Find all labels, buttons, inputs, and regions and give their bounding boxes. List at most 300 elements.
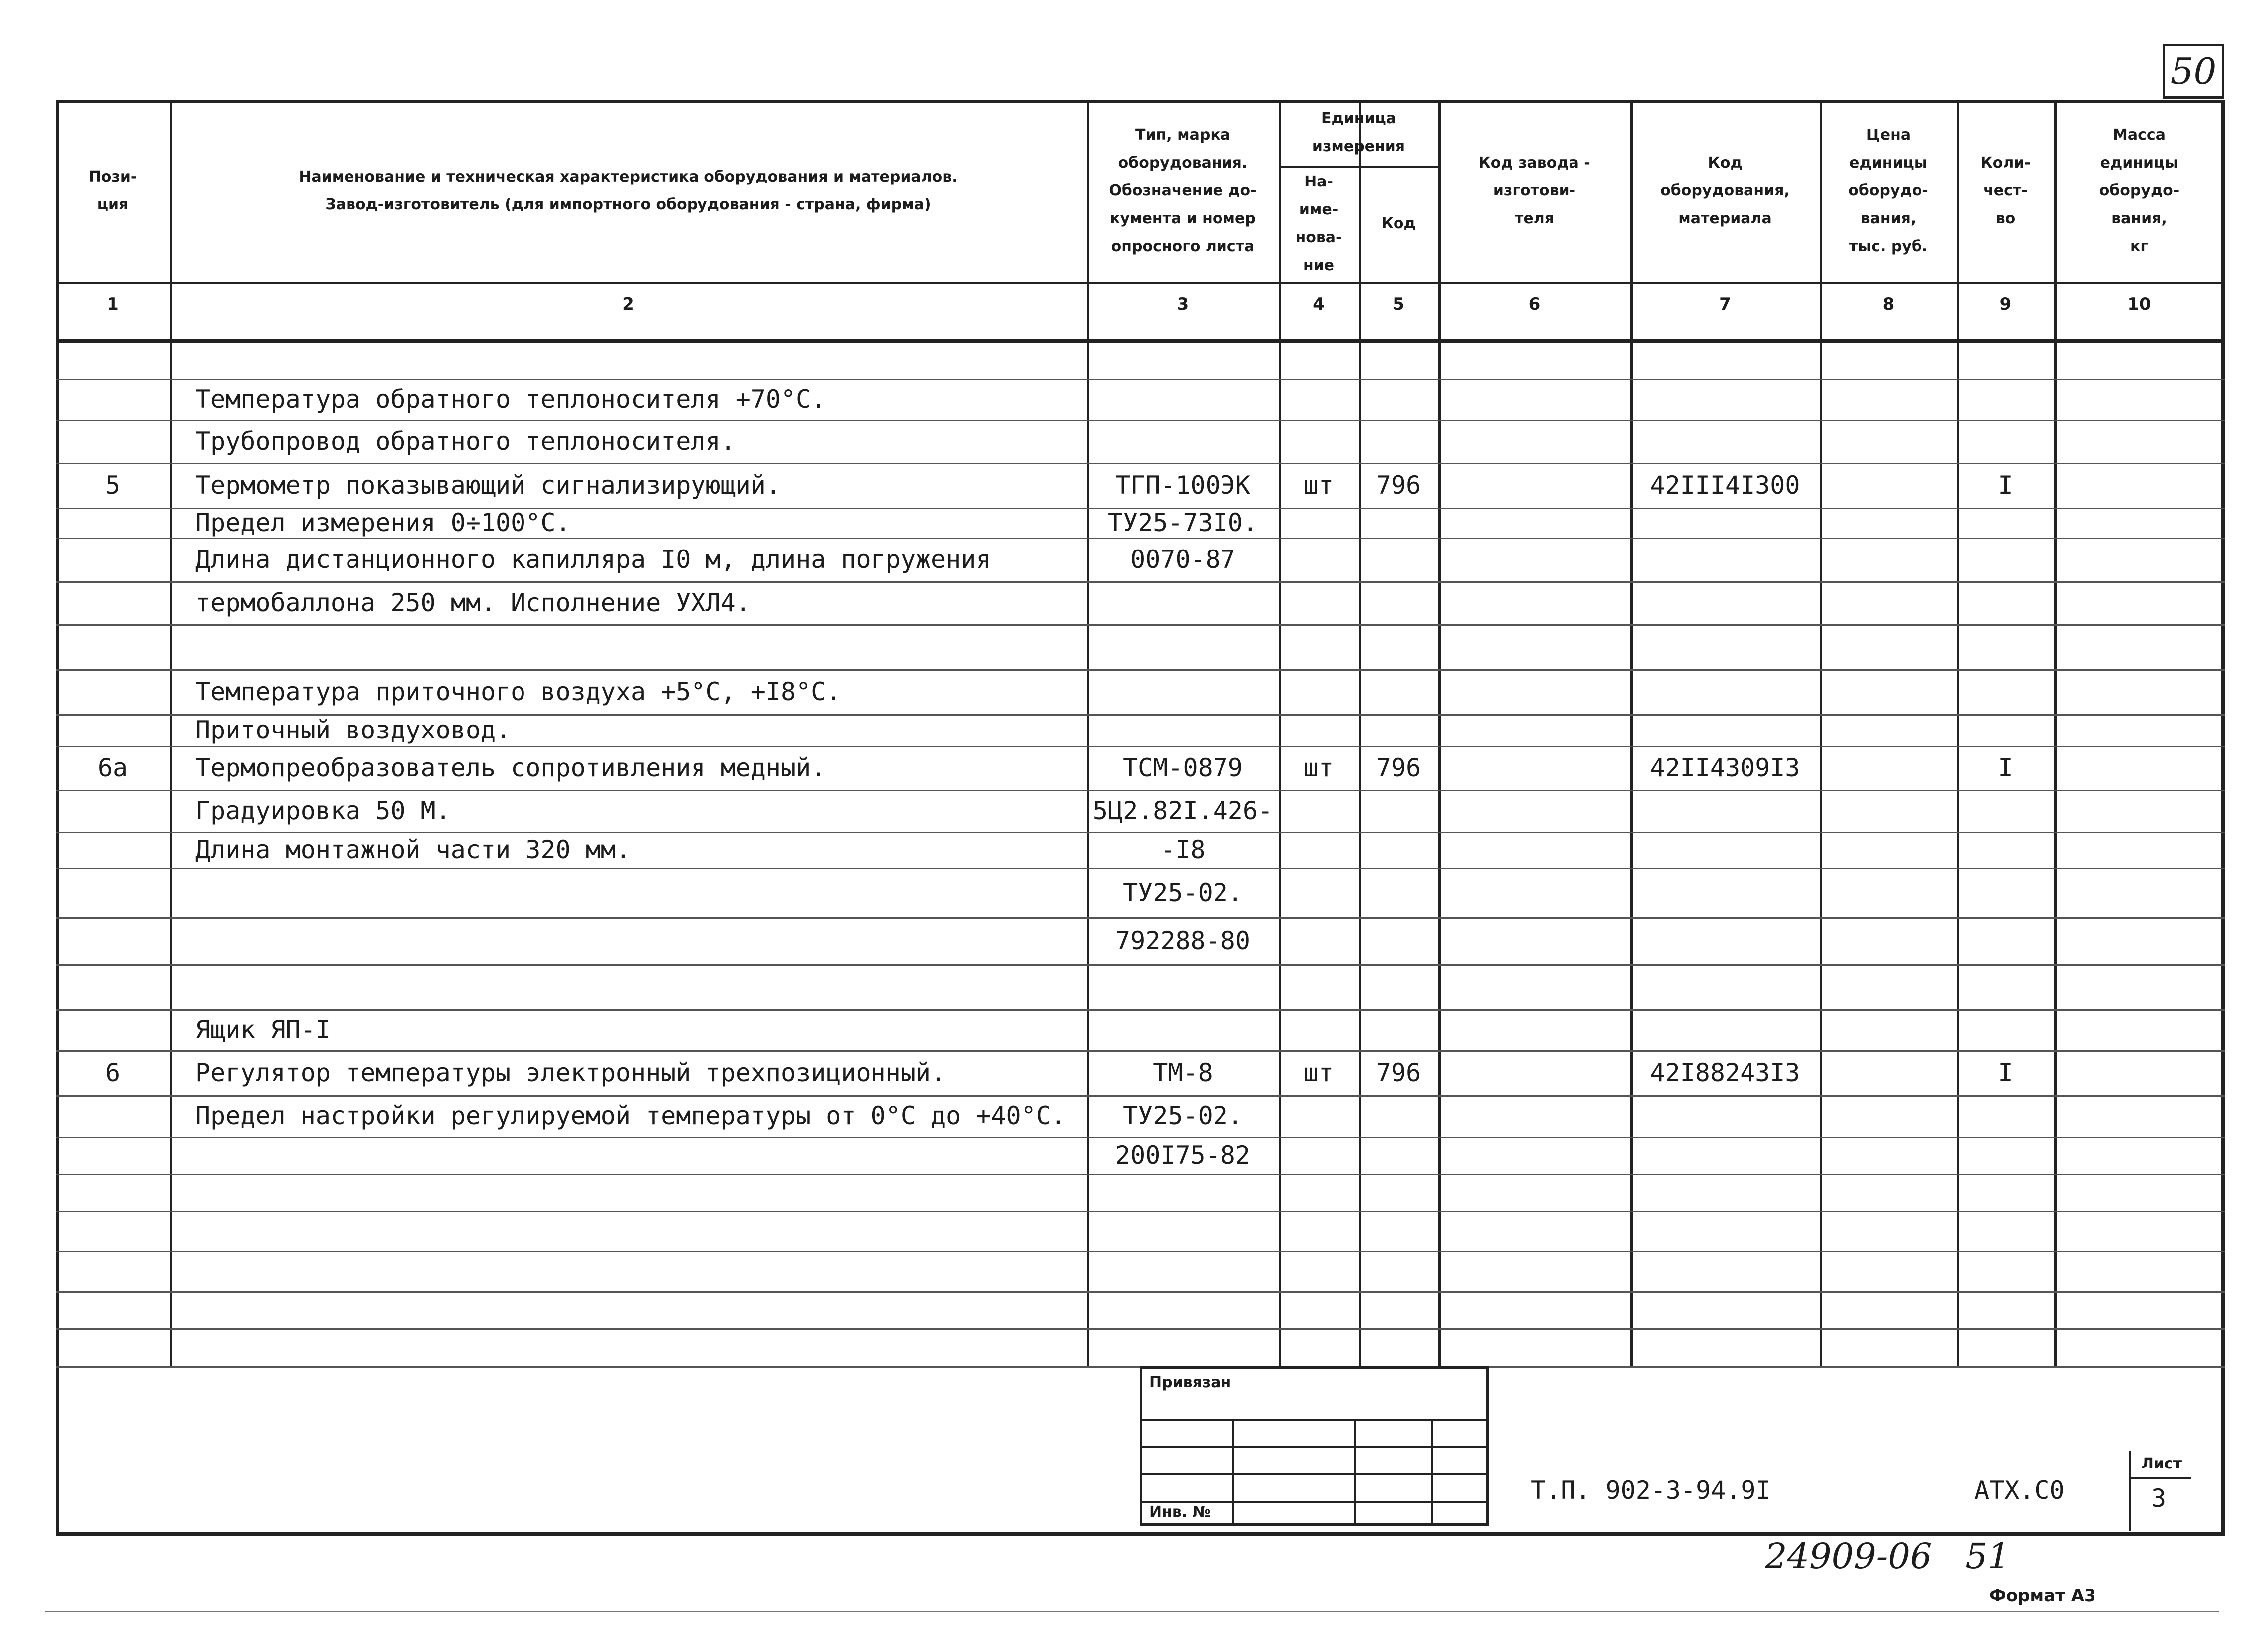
cell-pos bbox=[56, 379, 170, 420]
cell-unit bbox=[1279, 1095, 1359, 1137]
stamp-vline-2 bbox=[1354, 1419, 1356, 1523]
cell-price bbox=[1820, 420, 1957, 463]
cell-desc: Ящик ЯП-I bbox=[195, 1015, 331, 1044]
cell-unit bbox=[1279, 420, 1359, 463]
cell-pos bbox=[56, 1009, 170, 1050]
cell-qty: I bbox=[1998, 753, 2013, 782]
cell-plant bbox=[1438, 508, 1630, 538]
cell-type: 0070-87 bbox=[1130, 545, 1235, 574]
cell-mass bbox=[2054, 1251, 2225, 1291]
cell-price bbox=[1820, 868, 1957, 917]
cell-equip bbox=[1630, 379, 1820, 420]
cell-mass bbox=[2054, 1291, 2225, 1328]
cell-equip bbox=[1630, 420, 1820, 463]
stamp-line-3 bbox=[1142, 1473, 1486, 1475]
table-row bbox=[56, 669, 2225, 714]
cell-type: ТУ25-02. bbox=[1123, 1101, 1243, 1130]
cell-plant bbox=[1438, 746, 1630, 790]
cell-equip bbox=[1630, 624, 1820, 669]
cell-mass bbox=[2054, 379, 2225, 420]
cell-price bbox=[1820, 917, 1957, 964]
cell-equip: 42III4I300 bbox=[1650, 471, 1800, 500]
cell-qty bbox=[1957, 1009, 2054, 1050]
cell-unit bbox=[1279, 379, 1359, 420]
cell-plant bbox=[1438, 790, 1630, 832]
stamp-line-1 bbox=[1142, 1419, 1486, 1421]
column-header: Код оборудования, материала bbox=[1660, 154, 1790, 227]
privyazan-label: Привязан bbox=[1149, 1374, 1231, 1391]
cell-code bbox=[1359, 624, 1438, 669]
cell-desc bbox=[170, 339, 1087, 379]
table-row bbox=[56, 538, 2225, 581]
cell-equip bbox=[1630, 1137, 1820, 1174]
cell-desc bbox=[170, 1211, 1087, 1251]
cell-code bbox=[1359, 790, 1438, 832]
table-row bbox=[56, 463, 2225, 508]
cell-code bbox=[1359, 420, 1438, 463]
cell-desc: Градуировка 50 М. bbox=[195, 796, 451, 825]
table-row bbox=[56, 1137, 2225, 1174]
cell-code bbox=[1359, 868, 1438, 917]
cell-type bbox=[1087, 624, 1279, 669]
cell-equip bbox=[1630, 832, 1820, 868]
table-row bbox=[56, 714, 2225, 746]
cell-qty bbox=[1957, 1291, 2054, 1328]
cell-code bbox=[1359, 1095, 1438, 1137]
cell-equip bbox=[1630, 1174, 1820, 1211]
cell-mass bbox=[2054, 790, 2225, 832]
sheet-box bbox=[2129, 1451, 2191, 1531]
column-number: 9 bbox=[1999, 294, 2012, 314]
cell-plant bbox=[1438, 624, 1630, 669]
cell-pos bbox=[56, 420, 170, 463]
column-number: 8 bbox=[1882, 294, 1895, 314]
cell-plant bbox=[1438, 1137, 1630, 1174]
cell-price bbox=[1820, 1211, 1957, 1251]
cell-code bbox=[1359, 581, 1438, 624]
cell-unit bbox=[1279, 339, 1359, 379]
cell-code bbox=[1359, 379, 1438, 420]
cell-code bbox=[1359, 508, 1438, 538]
cell-equip bbox=[1630, 508, 1820, 538]
cell-desc: Длина монтажной части 320 мм. bbox=[195, 835, 631, 864]
cell-type bbox=[1087, 1328, 1279, 1366]
cell-equip bbox=[1630, 917, 1820, 964]
cell-code bbox=[1359, 669, 1438, 714]
table-row bbox=[56, 1009, 2225, 1050]
cell-mass bbox=[2054, 339, 2225, 379]
cell-desc bbox=[170, 1137, 1087, 1174]
cell-type bbox=[1087, 1251, 1279, 1291]
cell-desc bbox=[170, 1291, 1087, 1328]
cell-plant bbox=[1438, 463, 1630, 508]
cell-pos bbox=[56, 624, 170, 669]
column-number: 1 bbox=[107, 294, 119, 314]
cell-price bbox=[1820, 581, 1957, 624]
cell-pos bbox=[56, 832, 170, 868]
cell-code bbox=[1359, 1291, 1438, 1328]
table-row bbox=[56, 1328, 2225, 1366]
table-row bbox=[56, 746, 2225, 790]
table-row bbox=[56, 917, 2225, 964]
column-header: Пози- ция bbox=[88, 168, 137, 213]
table-row bbox=[56, 420, 2225, 463]
cell-desc: Длина дистанционного капилляра I0 м, длина погружения bbox=[195, 545, 991, 574]
cell-qty bbox=[1957, 624, 2054, 669]
column-number: 10 bbox=[2127, 294, 2151, 314]
cell-qty bbox=[1957, 1174, 2054, 1211]
cell-type: ТСМ-0879 bbox=[1123, 753, 1243, 782]
handwritten-note: 24909-06 51 bbox=[1765, 1536, 2010, 1577]
cell-pos bbox=[56, 1251, 170, 1291]
cell-pos bbox=[56, 1291, 170, 1328]
cell-qty bbox=[1957, 1328, 2054, 1366]
cell-desc: Предел настройки регулируемой температуры от 0°С до +40°С. bbox=[195, 1101, 1066, 1130]
cell-qty bbox=[1957, 538, 2054, 581]
table-row bbox=[56, 1211, 2225, 1251]
cell-qty bbox=[1957, 508, 2054, 538]
cell-price bbox=[1820, 1174, 1957, 1211]
cell-mass bbox=[2054, 714, 2225, 746]
table-row bbox=[56, 1050, 2225, 1095]
cell-plant bbox=[1438, 669, 1630, 714]
cell-plant bbox=[1438, 538, 1630, 581]
cell-code bbox=[1359, 1211, 1438, 1251]
cell-price bbox=[1820, 1095, 1957, 1137]
table-row bbox=[56, 1174, 2225, 1211]
cell-mass bbox=[2054, 917, 2225, 964]
title-block bbox=[1140, 1366, 1489, 1526]
stamp-line-2 bbox=[1142, 1446, 1486, 1448]
cell-unit bbox=[1279, 1251, 1359, 1291]
cell-desc: Термопреобразователь сопротивления медный. bbox=[195, 753, 826, 782]
cell-code: 796 bbox=[1376, 471, 1421, 500]
cell-equip bbox=[1630, 1211, 1820, 1251]
cell-pos bbox=[56, 1328, 170, 1366]
cell-code bbox=[1359, 714, 1438, 746]
cell-qty bbox=[1957, 581, 2054, 624]
cell-price bbox=[1820, 463, 1957, 508]
cell-equip bbox=[1630, 1009, 1820, 1050]
cell-desc bbox=[170, 1174, 1087, 1211]
cell-equip: 42I88243I3 bbox=[1650, 1058, 1800, 1087]
cell-price bbox=[1820, 1009, 1957, 1050]
cell-plant bbox=[1438, 1291, 1630, 1328]
sheet-box-line bbox=[2131, 1477, 2191, 1479]
cell-price bbox=[1820, 669, 1957, 714]
cell-price bbox=[1820, 1328, 1957, 1366]
column-number: 6 bbox=[1528, 294, 1541, 314]
cell-equip bbox=[1630, 1095, 1820, 1137]
cell-code bbox=[1359, 964, 1438, 1009]
column-header: Единица измерения bbox=[1312, 110, 1405, 155]
cell-type: 5Ц2.82I.426- bbox=[1092, 796, 1273, 825]
cell-pos bbox=[56, 1211, 170, 1251]
cell-price bbox=[1820, 714, 1957, 746]
cell-price bbox=[1820, 508, 1957, 538]
cell-mass bbox=[2054, 1050, 2225, 1095]
cell-pos: 5 bbox=[105, 471, 121, 500]
cell-code bbox=[1359, 1174, 1438, 1211]
cell-pos bbox=[56, 1174, 170, 1211]
cell-plant bbox=[1438, 964, 1630, 1009]
column-header: Масса единицы оборудо- вания, кг bbox=[2099, 126, 2180, 255]
cell-desc bbox=[170, 917, 1087, 964]
cell-unit bbox=[1279, 832, 1359, 868]
cell-qty bbox=[1957, 420, 2054, 463]
cell-qty bbox=[1957, 868, 2054, 917]
format-label: Формат А3 bbox=[1989, 1586, 2096, 1606]
cell-equip bbox=[1630, 714, 1820, 746]
cell-type: 792288-80 bbox=[1115, 926, 1250, 955]
cell-equip bbox=[1630, 868, 1820, 917]
document-code: Т.П. 902-3-94.9I bbox=[1531, 1476, 1771, 1505]
table-row bbox=[56, 581, 2225, 624]
cell-unit bbox=[1279, 1009, 1359, 1050]
column-number: 5 bbox=[1393, 294, 1404, 314]
cell-qty bbox=[1957, 669, 2054, 714]
cell-type bbox=[1087, 420, 1279, 463]
cell-type: ТУ25-73I0. bbox=[1107, 508, 1258, 537]
cell-pos bbox=[56, 964, 170, 1009]
column-header: Тип, марка оборудования. Обозначение до- кумента и номер опросного листа bbox=[1109, 126, 1257, 255]
table-row bbox=[56, 790, 2225, 832]
cell-mass bbox=[2054, 964, 2225, 1009]
cell-plant bbox=[1438, 1251, 1630, 1291]
column-number: 7 bbox=[1719, 294, 1731, 314]
cell-type bbox=[1087, 339, 1279, 379]
cell-unit bbox=[1279, 1174, 1359, 1211]
cell-code bbox=[1359, 917, 1438, 964]
cell-unit bbox=[1279, 714, 1359, 746]
column-header: Коли- чест- во bbox=[1980, 154, 2031, 227]
stamp-line-4 bbox=[1142, 1501, 1486, 1503]
cell-plant bbox=[1438, 581, 1630, 624]
cell-qty bbox=[1957, 917, 2054, 964]
cell-mass bbox=[2054, 1174, 2225, 1211]
cell-price bbox=[1820, 379, 1957, 420]
cell-equip bbox=[1630, 1291, 1820, 1328]
cell-type: ТГП-100ЭК bbox=[1115, 471, 1250, 500]
cell-mass bbox=[2054, 669, 2225, 714]
cell-qty bbox=[1957, 1137, 2054, 1174]
stamp-vline-3 bbox=[1431, 1419, 1433, 1523]
cell-qty bbox=[1957, 964, 2054, 1009]
cell-plant bbox=[1438, 1174, 1630, 1211]
table-row bbox=[56, 379, 2225, 420]
cell-equip bbox=[1630, 669, 1820, 714]
cell-price bbox=[1820, 790, 1957, 832]
cell-code: 796 bbox=[1376, 1058, 1421, 1087]
cell-code bbox=[1359, 1328, 1438, 1366]
cell-unit bbox=[1279, 508, 1359, 538]
cell-pos bbox=[56, 339, 170, 379]
cell-type: ТУ25-02. bbox=[1123, 878, 1243, 907]
cell-unit bbox=[1279, 1137, 1359, 1174]
cell-unit bbox=[1279, 538, 1359, 581]
cell-equip bbox=[1630, 1328, 1820, 1366]
cell-qty bbox=[1957, 790, 2054, 832]
cell-code bbox=[1359, 1137, 1438, 1174]
cell-type bbox=[1087, 1211, 1279, 1251]
cell-qty bbox=[1957, 1211, 2054, 1251]
cell-price bbox=[1820, 1291, 1957, 1328]
cell-type bbox=[1087, 1174, 1279, 1211]
cell-type: ТМ-8 bbox=[1153, 1058, 1213, 1087]
cell-code bbox=[1359, 1251, 1438, 1291]
cell-code: 796 bbox=[1376, 753, 1421, 782]
cell-code bbox=[1359, 339, 1438, 379]
cell-price bbox=[1820, 746, 1957, 790]
cell-qty: I bbox=[1998, 471, 2013, 500]
cell-mass bbox=[2054, 508, 2225, 538]
cell-unit: шт bbox=[1303, 1058, 1334, 1087]
cell-qty bbox=[1957, 1251, 2054, 1291]
cell-code bbox=[1359, 538, 1438, 581]
cell-pos bbox=[56, 538, 170, 581]
cell-type bbox=[1087, 1009, 1279, 1050]
cell-mass bbox=[2054, 868, 2225, 917]
cell-unit: шт bbox=[1303, 753, 1334, 782]
cell-equip bbox=[1630, 339, 1820, 379]
cell-plant bbox=[1438, 1211, 1630, 1251]
bottom-rule bbox=[45, 1611, 2219, 1612]
cell-code bbox=[1359, 1009, 1438, 1050]
cell-desc: Предел измерения 0÷100°С. bbox=[195, 508, 571, 537]
cell-desc bbox=[170, 1328, 1087, 1366]
cell-plant bbox=[1438, 339, 1630, 379]
cell-plant bbox=[1438, 868, 1630, 917]
page-number: 50 bbox=[2163, 44, 2224, 99]
cell-desc bbox=[170, 1251, 1087, 1291]
column-header: Код bbox=[1381, 214, 1416, 232]
cell-code bbox=[1359, 832, 1438, 868]
cell-desc: Термометр показывающий сигнализирующий. bbox=[195, 471, 781, 500]
cell-price bbox=[1820, 624, 1957, 669]
cell-qty: I bbox=[1998, 1058, 2013, 1087]
cell-equip bbox=[1630, 1251, 1820, 1291]
sheet-code: АТХ.С0 bbox=[1974, 1476, 2065, 1505]
cell-type bbox=[1087, 379, 1279, 420]
cell-type bbox=[1087, 581, 1279, 624]
cell-mass bbox=[2054, 1328, 2225, 1366]
cell-price bbox=[1820, 1137, 1957, 1174]
cell-unit: шт bbox=[1303, 471, 1334, 500]
inv-label: Инв. № bbox=[1149, 1503, 1211, 1521]
cell-unit bbox=[1279, 624, 1359, 669]
cell-mass bbox=[2054, 1211, 2225, 1251]
column-number: 4 bbox=[1313, 294, 1325, 314]
cell-type: -I8 bbox=[1160, 835, 1206, 864]
cell-price bbox=[1820, 339, 1957, 379]
cell-desc: Трубопровод обратного теплоносителя. bbox=[195, 427, 736, 456]
cell-qty bbox=[1957, 832, 2054, 868]
table-row bbox=[56, 868, 2225, 917]
sheet-label: Лист bbox=[2141, 1455, 2182, 1472]
cell-pos bbox=[56, 669, 170, 714]
cell-plant bbox=[1438, 1009, 1630, 1050]
cell-qty bbox=[1957, 379, 2054, 420]
cell-price bbox=[1820, 832, 1957, 868]
cell-mass bbox=[2054, 1137, 2225, 1174]
cell-unit bbox=[1279, 917, 1359, 964]
cell-desc: Температура обратного теплоносителя +70°С. bbox=[195, 385, 826, 414]
cell-pos: 6а bbox=[97, 753, 128, 782]
cell-mass bbox=[2054, 624, 2225, 669]
cell-mass bbox=[2054, 832, 2225, 868]
cell-unit bbox=[1279, 964, 1359, 1009]
cell-plant bbox=[1438, 1050, 1630, 1095]
cell-pos bbox=[56, 1095, 170, 1137]
cell-mass bbox=[2054, 1009, 2225, 1050]
cell-unit bbox=[1279, 1291, 1359, 1328]
cell-mass bbox=[2054, 420, 2225, 463]
cell-mass bbox=[2054, 746, 2225, 790]
table-row bbox=[56, 1291, 2225, 1328]
table-row bbox=[56, 508, 2225, 538]
cell-unit bbox=[1279, 868, 1359, 917]
cell-equip bbox=[1630, 538, 1820, 581]
cell-pos bbox=[56, 868, 170, 917]
cell-price bbox=[1820, 1050, 1957, 1095]
cell-unit bbox=[1279, 1328, 1359, 1366]
cell-pos: 6 bbox=[105, 1058, 121, 1087]
cell-equip: 42II4309I3 bbox=[1650, 753, 1800, 782]
cell-desc: термобаллона 250 мм. Исполнение УХЛ4. bbox=[195, 588, 751, 617]
cell-pos bbox=[56, 714, 170, 746]
column-header: Код завода - изготови- теля bbox=[1478, 154, 1590, 227]
cell-qty bbox=[1957, 339, 2054, 379]
cell-plant bbox=[1438, 379, 1630, 420]
cell-price bbox=[1820, 1251, 1957, 1291]
cell-pos bbox=[56, 508, 170, 538]
cell-pos bbox=[56, 790, 170, 832]
cell-type: 200I75-82 bbox=[1115, 1141, 1250, 1170]
cell-plant bbox=[1438, 832, 1630, 868]
cell-type bbox=[1087, 964, 1279, 1009]
cell-plant bbox=[1438, 1328, 1630, 1366]
cell-type bbox=[1087, 714, 1279, 746]
cell-equip bbox=[1630, 790, 1820, 832]
cell-plant bbox=[1438, 420, 1630, 463]
stamp-vline-1 bbox=[1232, 1419, 1234, 1523]
table-row bbox=[56, 1251, 2225, 1291]
column-number: 2 bbox=[622, 294, 634, 314]
cell-unit bbox=[1279, 790, 1359, 832]
cell-type bbox=[1087, 1291, 1279, 1328]
cell-mass bbox=[2054, 581, 2225, 624]
cell-equip bbox=[1630, 581, 1820, 624]
cell-mass bbox=[2054, 538, 2225, 581]
table-row bbox=[56, 339, 2225, 379]
cell-desc: Приточный воздуховод. bbox=[195, 716, 511, 744]
cell-plant bbox=[1438, 714, 1630, 746]
cell-desc bbox=[170, 964, 1087, 1009]
cell-pos bbox=[56, 1137, 170, 1174]
cell-equip bbox=[1630, 964, 1820, 1009]
cell-desc: Регулятор температуры электронный трехпозиционный. bbox=[195, 1058, 946, 1087]
cell-mass bbox=[2054, 1095, 2225, 1137]
table-row bbox=[56, 1095, 2225, 1137]
sheet-number: 3 bbox=[2151, 1484, 2167, 1513]
table-row bbox=[56, 964, 2225, 1009]
cell-mass bbox=[2054, 463, 2225, 508]
column-header: На- име- нова- ние bbox=[1295, 173, 1342, 274]
cell-desc bbox=[170, 624, 1087, 669]
column-header: Наименование и техническая характеристика оборудования и материалов. Завод-изготовитель (для импортного оборудования - страна, фирма) bbox=[299, 168, 958, 213]
table-row bbox=[56, 832, 2225, 868]
cell-price bbox=[1820, 538, 1957, 581]
